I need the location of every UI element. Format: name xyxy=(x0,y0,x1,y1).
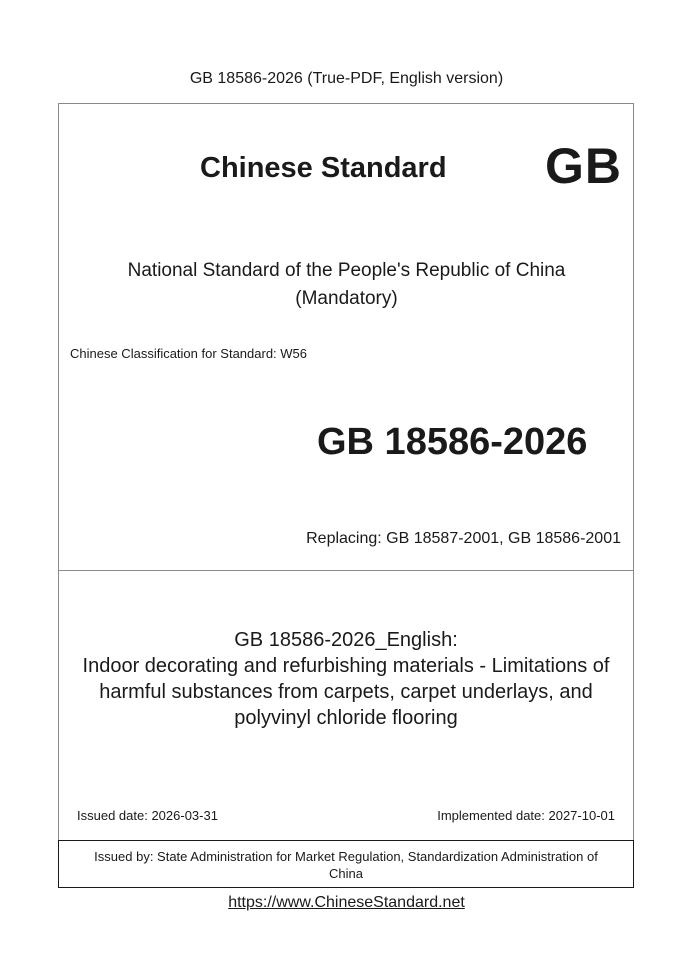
implemented-date: Implemented date: 2027-10-01 xyxy=(437,808,615,823)
national-standard-block xyxy=(0,257,693,313)
gb-mark: GB xyxy=(545,138,622,194)
website-link[interactable]: https://www.ChineseStandard.net xyxy=(228,894,465,911)
replacing-text: Replacing: GB 18587-2001, GB 18586-2001 xyxy=(306,530,621,547)
document-title xyxy=(58,627,634,731)
issued-date: Issued date: 2026-03-31 xyxy=(77,808,218,823)
footer xyxy=(0,894,693,912)
issuer-line: Issued by: State Administration for Market Regulation, Standardization Administration of xyxy=(94,849,598,864)
document-title-line: harmful substances from carpets, carpet underlays, and xyxy=(99,681,593,703)
issuer-line: China xyxy=(329,866,363,881)
document-title-line: Indoor decorating and refurbishing materials - Limitations of xyxy=(82,655,610,677)
classification-text: Chinese Classification for Standard: W56 xyxy=(70,346,308,361)
document-title-line: GB 18586-2026_English: xyxy=(234,629,458,651)
standard-heading: Chinese Standard xyxy=(200,152,447,184)
page-header-title: GB 18586-2026 (True-PDF, English version) xyxy=(189,70,504,87)
mandatory-label: (Mandatory) xyxy=(295,288,398,309)
document-title-line: polyvinyl chloride flooring xyxy=(234,707,458,729)
standard-number: GB 18586-2026 xyxy=(317,421,588,463)
national-standard-line: National Standard of the People's Republic of China xyxy=(127,260,566,281)
issuer-box xyxy=(58,840,634,888)
